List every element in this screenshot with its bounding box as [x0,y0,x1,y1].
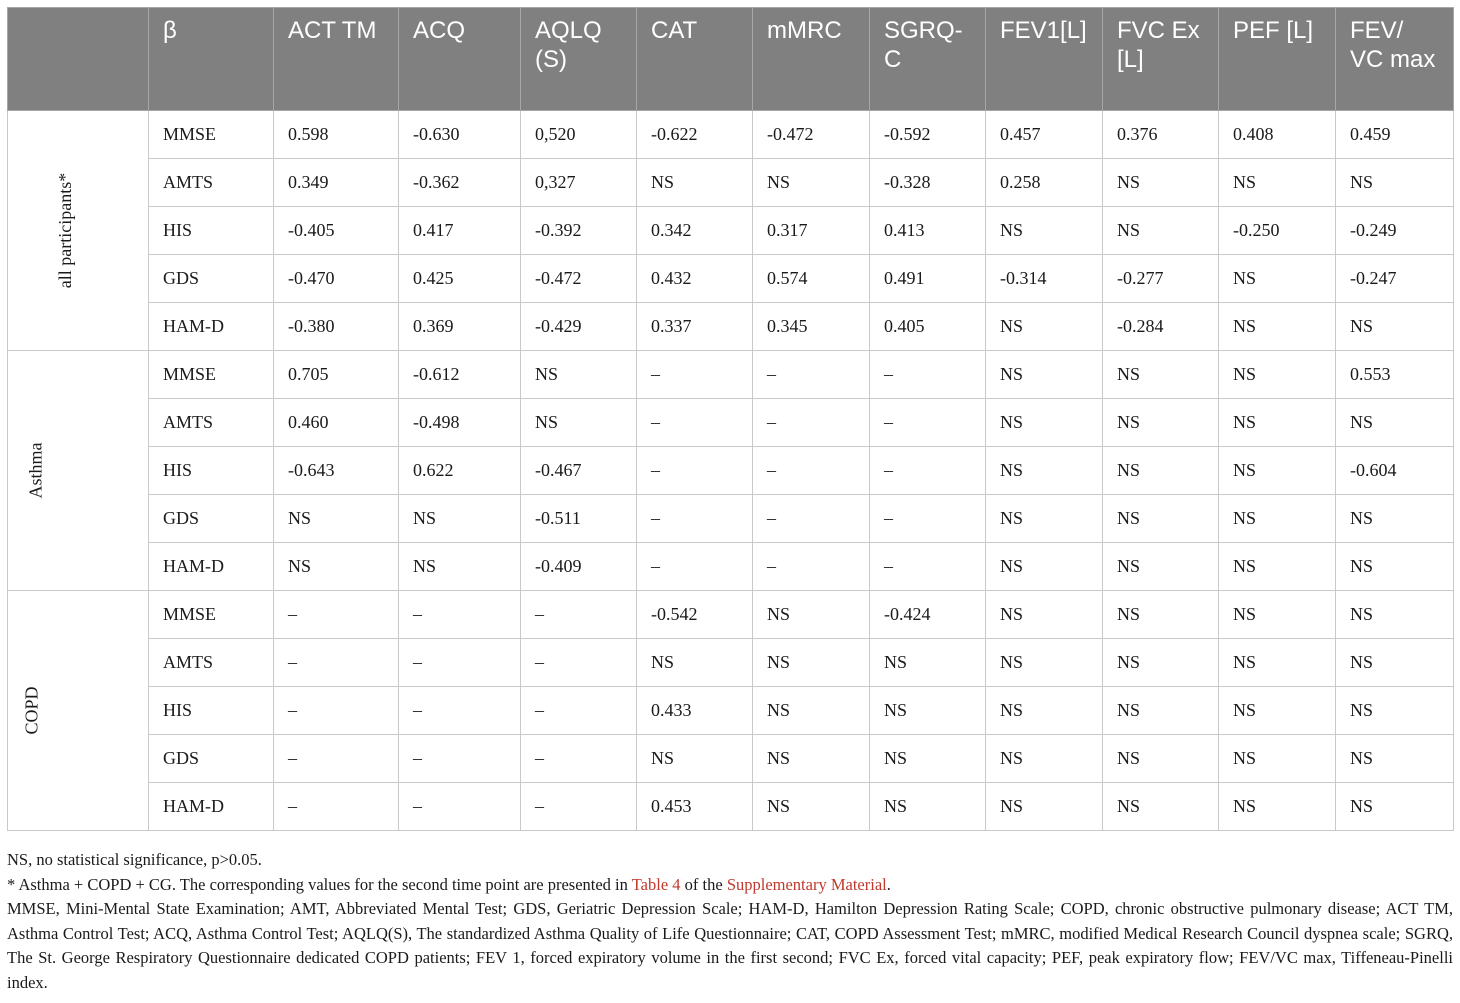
value-cell: -0.467 [521,447,637,495]
value-cell: NS [1219,255,1336,303]
table-row [8,543,1454,591]
value-cell: 0.457 [986,111,1103,159]
value-cell: -0.250 [1219,207,1336,255]
value-cell: 0.433 [637,687,753,735]
header-cell-act-tm: ACT TM [274,8,399,111]
value-cell: NS [1336,639,1454,687]
value-cell: – [637,495,753,543]
value-cell: 0.417 [399,207,521,255]
value-cell: NS [1103,207,1219,255]
measure-cell: MMSE [149,111,274,159]
measure-cell: HIS [149,687,274,735]
value-cell: 0.622 [399,447,521,495]
value-cell: NS [1336,591,1454,639]
value-cell: -0.472 [521,255,637,303]
value-cell: NS [870,687,986,735]
value-cell: 0.413 [870,207,986,255]
value-cell: -0.630 [399,111,521,159]
value-cell: -0.314 [986,255,1103,303]
value-cell: NS [1219,159,1336,207]
table-row [8,255,1454,303]
value-cell: -0.622 [637,111,753,159]
value-cell: NS [1219,399,1336,447]
value-cell: NS [637,639,753,687]
value-cell: NS [1103,639,1219,687]
table-row [8,111,1454,159]
results-table-container [7,7,1453,831]
value-cell: – [753,399,870,447]
value-cell: – [521,783,637,831]
measure-cell: GDS [149,255,274,303]
value-cell: NS [1219,591,1336,639]
value-cell: -0.592 [870,111,986,159]
value-cell: NS [521,351,637,399]
value-cell: -0.409 [521,543,637,591]
group-label-cell [8,591,149,831]
value-cell: – [870,543,986,591]
value-cell: NS [986,783,1103,831]
value-cell: 0.408 [1219,111,1336,159]
value-cell: NS [753,687,870,735]
value-cell: NS [1219,447,1336,495]
header-cell-mmrc: mMRC [753,8,870,111]
header-cell-beta: β [149,8,274,111]
value-cell: -0.429 [521,303,637,351]
measure-cell: AMTS [149,639,274,687]
correlation-table [7,7,1454,831]
value-cell: – [637,399,753,447]
value-cell: -0.405 [274,207,399,255]
value-cell: 0.553 [1336,351,1454,399]
value-cell: – [637,543,753,591]
table-row [8,351,1454,399]
value-cell: NS [753,591,870,639]
value-cell: NS [1103,687,1219,735]
measure-cell: HIS [149,207,274,255]
value-cell: -0.424 [870,591,986,639]
value-cell: NS [870,735,986,783]
value-cell: -0.362 [399,159,521,207]
value-cell: NS [1336,735,1454,783]
value-cell: -0.542 [637,591,753,639]
footnote-star [7,873,1453,898]
value-cell: NS [986,303,1103,351]
value-cell: NS [870,639,986,687]
value-cell: -0.470 [274,255,399,303]
value-cell: NS [753,159,870,207]
value-cell: – [870,495,986,543]
value-cell: NS [637,159,753,207]
value-cell: -0.472 [753,111,870,159]
value-cell: NS [1219,303,1336,351]
value-cell: NS [986,735,1103,783]
value-cell: NS [986,207,1103,255]
value-cell: – [753,351,870,399]
header-cell-fev-vc-max: FEV/ VC max [1336,8,1454,111]
table-row [8,639,1454,687]
value-cell: 0.258 [986,159,1103,207]
value-cell: 0.376 [1103,111,1219,159]
value-cell: -0.511 [521,495,637,543]
value-cell: NS [1219,783,1336,831]
value-cell: – [753,543,870,591]
header-cell-sgrq-c: SGRQ-C [870,8,986,111]
table-row [8,159,1454,207]
value-cell: NS [753,783,870,831]
table-row [8,447,1454,495]
group-label: Asthma [25,442,46,499]
table-row [8,303,1454,351]
measure-cell: HAM-D [149,543,274,591]
value-cell: -0.277 [1103,255,1219,303]
group-label-cell [8,111,149,351]
value-cell: – [521,687,637,735]
value-cell: – [521,735,637,783]
header-cell-aqlq: AQLQ (S) [521,8,637,111]
group-label: COPD [21,686,42,735]
header-cell-acq: ACQ [399,8,521,111]
table-body [8,111,1454,831]
value-cell: – [399,591,521,639]
group-label-cell [8,351,149,591]
value-cell: – [753,495,870,543]
footnote-ns: NS, no statistical significance, p>0.05. [7,850,262,869]
value-cell: -0.247 [1336,255,1454,303]
value-cell: NS [986,639,1103,687]
measure-cell: MMSE [149,591,274,639]
footnote-star-mid: of the [680,874,727,894]
value-cell: – [870,399,986,447]
value-cell: -0.249 [1336,207,1454,255]
value-cell: -0.392 [521,207,637,255]
value-cell: – [399,639,521,687]
supplementary-material-link[interactable]: Supplementary Material [726,874,887,894]
value-cell: 0.491 [870,255,986,303]
value-cell: NS [1219,687,1336,735]
value-cell: -0.643 [274,447,399,495]
value-cell: – [399,783,521,831]
table-row [8,687,1454,735]
value-cell: NS [753,735,870,783]
value-cell: – [399,687,521,735]
table-footnotes [7,848,1453,996]
value-cell: NS [986,447,1103,495]
value-cell: – [399,735,521,783]
value-cell: NS [870,783,986,831]
value-cell: NS [1103,735,1219,783]
value-cell: – [521,591,637,639]
value-cell: NS [1103,783,1219,831]
value-cell: 0.460 [274,399,399,447]
value-cell: NS [1336,159,1454,207]
footnote-star-end: . [886,874,891,894]
value-cell: NS [1103,399,1219,447]
value-cell: 0.405 [870,303,986,351]
value-cell: NS [986,399,1103,447]
value-cell: – [637,447,753,495]
value-cell: NS [1219,639,1336,687]
measure-cell: HAM-D [149,303,274,351]
value-cell: NS [1336,783,1454,831]
value-cell: 0.369 [399,303,521,351]
value-cell: 0.453 [637,783,753,831]
value-cell: -0.498 [399,399,521,447]
value-cell: – [274,639,399,687]
value-cell: NS [1103,447,1219,495]
footnote-star-text: * Asthma + COPD + CG. The corresponding values for the second time point are presented in [7,874,632,894]
value-cell: 0.345 [753,303,870,351]
table-row [8,495,1454,543]
value-cell: NS [1219,543,1336,591]
value-cell: NS [986,687,1103,735]
header-cell-empty [8,8,149,111]
header-cell-pef: PEF [L] [1219,8,1336,111]
value-cell: NS [399,495,521,543]
measure-cell: GDS [149,495,274,543]
value-cell: 0.459 [1336,111,1454,159]
value-cell: NS [1219,495,1336,543]
group-label: all participants* [55,172,76,289]
value-cell: – [274,735,399,783]
value-cell: – [870,351,986,399]
value-cell: – [521,639,637,687]
value-cell: – [637,351,753,399]
value-cell: -0.328 [870,159,986,207]
measure-cell: MMSE [149,351,274,399]
value-cell: 0.349 [274,159,399,207]
value-cell: NS [637,735,753,783]
value-cell: NS [1336,399,1454,447]
measure-cell: AMTS [149,399,274,447]
measure-cell: HIS [149,447,274,495]
value-cell: – [274,783,399,831]
value-cell: 0.317 [753,207,870,255]
table-row [8,735,1454,783]
value-cell: 0.705 [274,351,399,399]
table-row [8,591,1454,639]
value-cell: – [753,447,870,495]
measure-cell: HAM-D [149,783,274,831]
value-cell: NS [399,543,521,591]
value-cell: 0,327 [521,159,637,207]
value-cell: – [870,447,986,495]
value-cell: NS [986,591,1103,639]
value-cell: – [274,591,399,639]
value-cell: NS [986,495,1103,543]
value-cell: NS [1336,303,1454,351]
header-cell-cat: CAT [637,8,753,111]
table-row [8,207,1454,255]
value-cell: NS [1336,495,1454,543]
value-cell: -0.612 [399,351,521,399]
value-cell: NS [1103,543,1219,591]
value-cell: NS [986,351,1103,399]
value-cell: -0.284 [1103,303,1219,351]
value-cell: NS [1103,495,1219,543]
header-row [8,8,1454,111]
header-cell-fev1: FEV1[L] [986,8,1103,111]
value-cell: NS [753,639,870,687]
value-cell: 0.425 [399,255,521,303]
value-cell: NS [274,495,399,543]
value-cell: NS [1103,591,1219,639]
value-cell: NS [1336,543,1454,591]
value-cell: 0.337 [637,303,753,351]
value-cell: NS [274,543,399,591]
value-cell: NS [1219,735,1336,783]
value-cell: 0,520 [521,111,637,159]
value-cell: NS [986,543,1103,591]
value-cell: NS [521,399,637,447]
value-cell: NS [1103,159,1219,207]
measure-cell: GDS [149,735,274,783]
table-row [8,399,1454,447]
value-cell: NS [1103,351,1219,399]
measure-cell: AMTS [149,159,274,207]
value-cell: -0.604 [1336,447,1454,495]
value-cell: -0.380 [274,303,399,351]
value-cell: 0.342 [637,207,753,255]
table-row [8,783,1454,831]
value-cell: 0.432 [637,255,753,303]
value-cell: NS [1336,687,1454,735]
value-cell: 0.574 [753,255,870,303]
footnote-abbreviations: MMSE, Mini-Mental State Examination; AMT, Abbreviated Mental Test; GDS, Geriatric Depression Scale; HAM-D, Hamilton Depression Rating Scale; COPD, chronic obstructive pulmonary disease; ACT TM, Asthma Control Test; ACQ, Asthma Control Test; AQLQ(S), The standardized Asthma Quality of Life Questionnaire; CAT, COPD Assessment Test; mMRC, modified Medical Research Council dyspnea scale; SGRQ, The St. George Respiratory Questionnaire dedicated COPD patients; FEV 1, forced expiratory volume in the first second; FVC Ex, forced vital capacity; PEF, peak expiratory flow; FEV/VC max, Tiffeneau-Pinelli index. [7,899,1453,992]
value-cell: 0.598 [274,111,399,159]
table-4-link[interactable]: Table 4 [631,874,681,894]
value-cell: NS [1219,351,1336,399]
value-cell: – [274,687,399,735]
header-cell-fvc-ex: FVC Ex [L] [1103,8,1219,111]
